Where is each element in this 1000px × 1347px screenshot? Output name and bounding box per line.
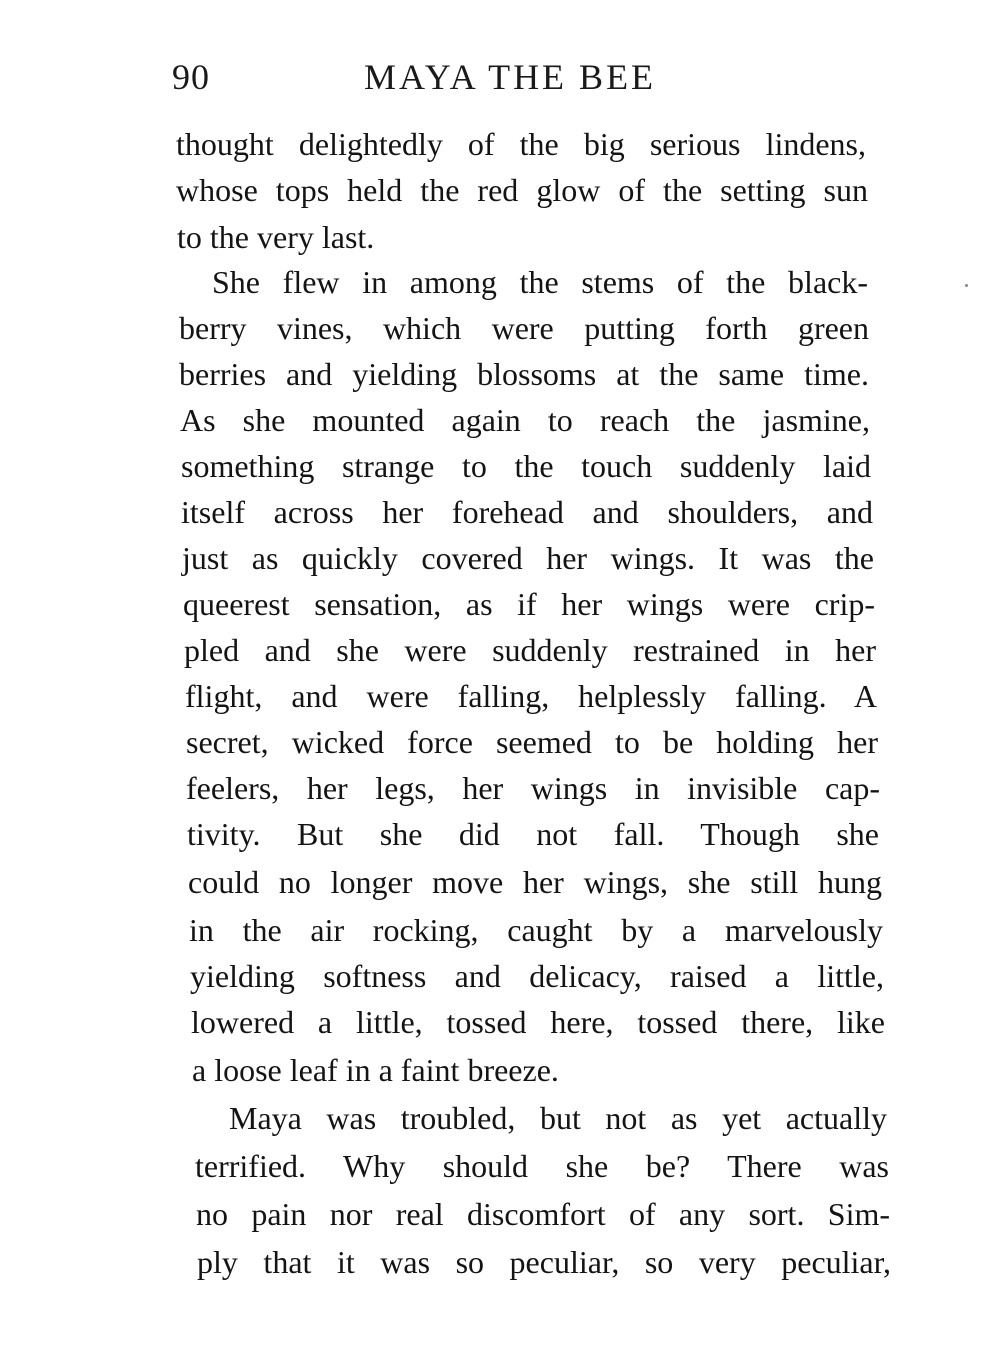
- text-line: ply that it was so peculiar, so very peculiar,: [197, 1244, 891, 1280]
- text-line: feelers, her legs, her wings in invisible cap-: [186, 770, 880, 806]
- running-head: MAYA THE BEE: [364, 57, 657, 97]
- text-line: Maya was troubled, but not as yet actually: [229, 1100, 887, 1136]
- text-line: to the very last.: [177, 219, 375, 255]
- text-line: tivity. But she did not fall. Though she: [187, 816, 879, 852]
- text-line: berries and yielding blossoms at the same time.: [179, 356, 869, 392]
- text-line: itself across her forehead and shoulders, and: [181, 494, 873, 530]
- text-line: something strange to the touch suddenly laid: [181, 448, 871, 484]
- text-line: no pain nor real discomfort of any sort. Sim-: [196, 1196, 890, 1232]
- text-line: lowered a little, tossed here, tossed there, like: [191, 1004, 885, 1040]
- text-line: berry vines, which were putting forth green: [179, 310, 869, 346]
- text-line: flight, and were falling, helplessly falling. A: [185, 678, 877, 714]
- text-line: terrified. Why should she be? There was: [195, 1148, 889, 1184]
- text-line: queerest sensation, as if her wings were crip-: [183, 586, 875, 622]
- paper-speck: [965, 284, 968, 287]
- text-line: whose tops held the red glow of the setting sun: [176, 172, 868, 208]
- text-line: As she mounted again to reach the jasmine,: [180, 402, 870, 438]
- text-line: thought delightedly of the big serious lindens,: [176, 126, 866, 162]
- text-line: just as quickly covered her wings. It was the: [182, 540, 874, 576]
- text-line: in the air rocking, caught by a marvelously: [189, 912, 883, 948]
- page-number: 90: [172, 57, 210, 97]
- text-line: pled and she were suddenly restrained in her: [184, 632, 876, 668]
- text-line: yielding softness and delicacy, raised a little,: [190, 958, 884, 994]
- text-line: could no longer move her wings, she still hung: [188, 864, 882, 900]
- text-line: a loose leaf in a faint breeze.: [192, 1052, 559, 1088]
- text-line: secret, wicked force seemed to be holding her: [186, 724, 878, 760]
- text-line: She flew in among the stems of the black-: [212, 264, 868, 300]
